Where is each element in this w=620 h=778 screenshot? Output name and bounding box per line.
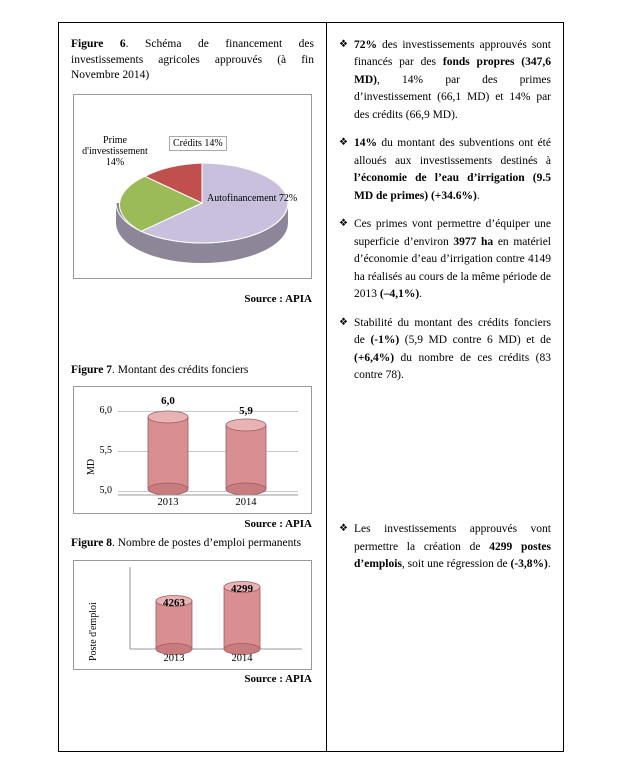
figure-8-source: Source : APIA [244,672,312,685]
figure-7-ytick-6: 6,0 [99,405,112,417]
pie-slice-label-credits: Crédits 14% [169,136,227,151]
figure-7-xtick-2013: 2013 [157,497,179,509]
document-page [58,22,564,752]
figure-7-caption [59,363,326,379]
column-spacer [339,395,551,521]
figure-7-y-axis-title: MD [86,458,97,476]
figure-7-bars-svg [74,387,312,515]
figure-8-value-2014: 4299 [231,582,253,595]
figure-8-value-2013: 4263 [163,596,185,609]
figure-6-label: Figure 6 [71,38,126,50]
note-item [339,216,551,303]
bullet-icon: ❖ [339,523,348,535]
figure-7-ytick-5-5: 5,5 [99,445,112,457]
figure-8-y-axis-title: Poste d'emploi [88,601,99,661]
pie-chart-svg [74,95,312,278]
notes-list-bottom [339,521,551,573]
note-item [339,37,551,124]
note-text: 14% du montant des subventions ont été alloués aux investissements destinés à l’économie de l’eau d’irrigation (9.5 MD de primes) (+34.6%). [354,137,551,202]
note-text: Stabilité du montant des crédits fonciers de (-1%) (5,9 MD contre 6 MD) et de (+6,4%) du nombre de ces crédits (83 contre 78). [354,316,551,381]
right-column [327,23,563,751]
figure-7-value-2014: 5,9 [239,405,253,418]
figure-8-title: . Nombre de postes d’emploi permanents [112,537,302,550]
figure-8-label: Figure 8 [71,537,112,550]
bullet-icon: ❖ [339,39,348,50]
figure-6-caption [59,37,326,84]
figure-8-xtick-2014: 2014 [231,652,253,664]
note-text: 72% des investissements approuvés sont financés par des fonds propres (347,6 MD), 14% par des primes d’investissement (66,1 MD) et 14% par des crédits (66,9 MD). [354,39,552,121]
note-text: Les investissements approuvés vont permettre la création de 4299 postes d’emplois, soit une régression de (-3,8%). [354,523,551,571]
note-item [339,521,551,573]
left-column [59,23,327,751]
figure-6-source: Source : APIA [244,292,312,305]
figure-7-xtick-2014: 2014 [235,497,257,509]
notes-list-top [339,37,551,384]
bar-chart-figure-7 [73,386,312,514]
pie-slice-label-autofinancement: Autofinancement 72% [207,192,298,204]
pie-slice-label-prime: Prime d'investissement 14% [82,134,148,168]
figure-7-source: Source : APIA [244,518,312,531]
note-item [339,315,551,385]
bar-chart-figure-8 [73,560,312,670]
bullet-icon: ❖ [339,316,348,328]
bullet-icon: ❖ [339,218,348,230]
figure-7-title: . Montant des crédits fonciers [112,363,249,376]
note-text: Ces primes vont permettre d’équiper une superficie d’environ 3977 ha en matériel d’économie d’eau d’irrigation contre 4149 ha réalisés au cours de la même période de 2013 (–4,1%). [354,218,552,301]
figure-6-title: . Schéma de financement des investissements agricoles approuvés (à fin Novembre 2014) [71,38,314,82]
pie-chart-figure-6 [73,94,312,279]
figure-7-value-2013: 6,0 [161,395,175,408]
figure-7-label: Figure 7 [71,363,112,376]
note-item [339,135,551,205]
figure-8-xtick-2013: 2013 [163,652,185,664]
figure-7-ytick-5: 5,0 [99,485,112,497]
bullet-icon: ❖ [339,137,348,149]
figure-8-caption [59,536,326,552]
